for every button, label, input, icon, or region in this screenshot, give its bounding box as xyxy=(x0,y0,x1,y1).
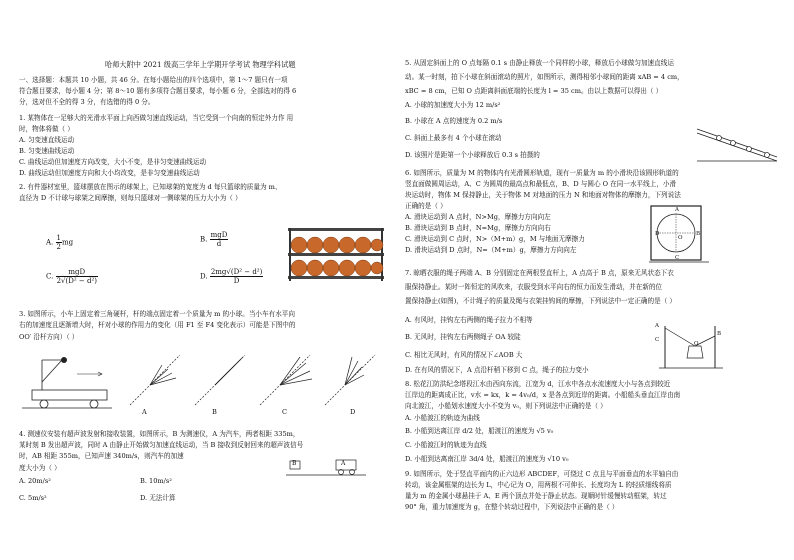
q2-option-d: D. $\frac{\text{2mg√(D² − d²)}}{D}$ xyxy=(200,268,263,285)
q3-line3: OO′ 沿杆方向）（ ） xyxy=(19,333,79,341)
q6-option-c: C. 滑块运动到 C 点时，N>（M+m）g，M 与地面无摩擦力 xyxy=(405,235,585,243)
q5-line3: xBC = 8 cm，已知 O 点距离斜面底端的长度为 l = 35 cm。由以上数据可以得出（ ） xyxy=(405,87,663,95)
q5-option-d: D. 该照片是距第一个小球释放后 0.3 s 拍摄的 xyxy=(405,151,540,159)
q4-option-c: C. 5m/s² xyxy=(19,494,47,502)
cart-figure xyxy=(22,352,112,412)
q6-line3: 块运动时，物体 M 保持静止，关于物体 M 对地面的压力 N 和地面对物体的摩擦力，下列说法 xyxy=(405,191,681,199)
q6-fig-label-a: A xyxy=(675,207,679,213)
fig-label-b: B xyxy=(292,460,297,467)
clothesline-figure xyxy=(659,322,723,372)
q7-line2: 服保持静止。某时一阵恒定的风吹来，衣服受到水平向右的恒力而发生滑动，并在新的位 xyxy=(405,283,663,291)
q4-line1: 4. 测速仪安装有超声波发射和接收装置，如图所示，B 为测速仪，A 为汽车，两者相距 335m， xyxy=(19,430,300,438)
q6-line4: 正确的是（ ） xyxy=(405,202,447,210)
q4-option-a: A. 20m/s² xyxy=(19,477,51,485)
q3-label-c: C xyxy=(282,408,288,416)
q8-option-d: D. 小船到达离南江岸 3d/4 处，船渡江的速度为 √10 v₀ xyxy=(405,455,569,463)
q7-option-c: C. 相比无风时，有风的情况下∠AOB 大 xyxy=(405,351,523,359)
q6-fig-label-b: B xyxy=(696,231,701,237)
fig-label-a: A xyxy=(341,460,346,467)
q9-line4: 90° 角，重力加速度为 g，在整个转动过程中，下列说法中正确的是（ ） xyxy=(405,503,619,511)
q3-line2: 右的加速度且逐渐增大时，杆对小球的作用力的变化（用 F1 至 F4 变化表示）可能是下图中的 xyxy=(19,321,296,329)
q6-option-b: B. 滑块运动到 B 点时，N=Mg，摩擦力方向向右 xyxy=(405,224,551,232)
incline-figure xyxy=(697,125,777,165)
q8-line1: 8. 松花江防洪纪念塔段江水由西向东流，江宽为 d，江水中各点水流速度大小与各点到较近 xyxy=(405,380,671,388)
q6-fig-label-o: O xyxy=(678,235,683,241)
q1-option-a: A. 匀变速直线运动 xyxy=(19,136,75,144)
q4-line3: 时，AB 相距 355m，已知声速 340m/s，则汽车的加速 xyxy=(19,452,184,460)
q5-option-a: A. 小球的加速度大小为 12 m/s² xyxy=(405,101,501,109)
q9-line1: 9. 如图所示，处于竖直平面内的正六边形 ABCDEF，可绕过 C 点且与平面垂直的水平轴自由 xyxy=(405,470,679,478)
q5-line1: 5. 从固定斜面上的 O 点每隔 0.1 s 由静止释放一个同样的小球，释放后小球做匀加速直线运 xyxy=(405,59,674,67)
q6-fig-label-d: D xyxy=(655,231,660,237)
q8-option-b: B. 小船到达离江岸 d/2 处，船渡江的速度为 √5 v₀ xyxy=(405,427,554,435)
q7-option-b: B. 无风时，挂钩左右两侧绳子 OA 较陡 xyxy=(405,333,521,341)
section1-line2: 符合题目要求，每小题 4 分；第 8～10 题有多项符合题目要求，每小题 6 分，全部选对的得 6 xyxy=(19,87,297,95)
q7-line1: 7. 晾晒衣服的绳子两端 A、B 分别固定在两根竖直杆上，A 点高于 B 点，原来无风状态下衣 xyxy=(405,269,674,277)
q6-line2: 竖直面做圆周运动，A、C 为圆周的最高点和最低点，B、D 与圆心 O 在同一水平线上，小滑 xyxy=(405,180,677,188)
q4-option-d: D. 无法计算 xyxy=(140,494,176,502)
right-column xyxy=(397,0,794,560)
q5-line2: 动。某一时刻，拍下小球在斜面滚动的照片，如图所示，测得相邻小球间的距离 xAB = 4 cm， xyxy=(405,73,684,81)
q3-label-d: D xyxy=(350,408,356,416)
q4-option-b: B. 10m/s² xyxy=(140,477,172,485)
q2-line2: 直径为 D 不计球与球架之间摩擦，则每只篮球对一侧球架的压力大小为（ ） xyxy=(19,194,242,202)
q1-option-b: B. 匀变速曲线运动 xyxy=(19,147,75,155)
q2-option-c: C. $\frac{\text{mgD}}{\text{2√(D² − d²)}}$ xyxy=(46,268,97,285)
q3-label-b: B xyxy=(212,408,217,416)
speed-detector-figure xyxy=(286,455,366,485)
q8-option-a: A. 小船渡江的轨迹为曲线 xyxy=(405,414,480,422)
q1-line1: 1. 某物体在一足够大的光滑水平面上向西做匀速直线运动，当它受到一个向南的恒定外力作 用 xyxy=(19,114,294,122)
q3-line1: 3. 如图所示，小车上固定着三角硬杆，杆的端点固定着一个质量为 m 的小球。当小车有水平向 xyxy=(19,310,295,318)
exam-title: 哈师大附中 2021 级高三学年上学期开学考试 物理学科试题 xyxy=(105,60,296,69)
q7-fig-label-a: A xyxy=(655,323,659,329)
q6-fig-label-c: C xyxy=(675,255,680,261)
q4-line2: 某时刻 B 发出超声波，同时 A 由静止开始做匀加速直线运动，当 B 接收到反射回来的超声波信号 xyxy=(19,441,304,449)
q4-line4: 度大小为（ ） xyxy=(19,464,61,472)
q6-option-d: D. 滑块运动到 D 点时，N=（M+m）g，摩擦力方向向左 xyxy=(405,246,577,254)
q3-label-a: A xyxy=(142,408,147,416)
q9-line3: 量为 m 的金属小球悬挂于 A、E 两个顶点并处于静止状态。现顺时针缓慢转动框架，转过 xyxy=(405,492,667,500)
q9-line2: 转动，该金属框架的边长为 L，中心记为 O，用两根不可伸长、长度均为 L 的轻质细线将质 xyxy=(405,481,672,489)
q1-line2: 时，物体将做（ ） xyxy=(19,125,74,133)
q7-fig-label-c: C xyxy=(655,337,660,343)
q7-fig-label-b: B xyxy=(717,331,722,337)
q1-option-d: D. 曲线运动但加速度方向和大小均改变，是非匀变速曲线运动 xyxy=(19,169,200,177)
basketball-rack-figure xyxy=(286,226,386,281)
q8-option-c: C. 小船渡江时的轨迹为直线 xyxy=(405,441,487,449)
q7-fig-label-o: O xyxy=(694,341,699,347)
q2-line1: 2. 有件器材室里，篮球摆放在图示的球架上，已知球架的宽度为 d 每只篮球的质量为 m、 xyxy=(19,183,282,191)
q5-option-c: C. 斜面上最多有 4 个小球在滚动 xyxy=(405,134,502,142)
q8-line3: 向北渡江，小船划水速度大小不变为 v₀，则下列说法中正确的是（ ） xyxy=(405,402,607,410)
q2-option-a: A. $\frac{1}{2}$ mg xyxy=(46,234,74,251)
q7-option-a: A. 有风时，挂钩左右两侧的绳子拉力不相等 xyxy=(405,316,533,324)
q2-option-b: B. $\frac{\text{mgD}}{d}$ xyxy=(200,231,228,248)
section1-line1: 一、选择题：本题共 10 小题，共 46 分。在每小题给出的四个选项中，第 1～7 题只有一项 xyxy=(19,76,288,84)
section1-line3: 分，选对但不全的得 3 分，有选错的得 0 分。 xyxy=(19,98,155,106)
q1-option-c: C. 曲线运动但加速度方向改变，大小不变，是非匀变速曲线运动 xyxy=(19,158,207,166)
q8-line2: 江岸边的距离成正比，v水 = kx，k = 4v₀/d，x 是各点到近岸的距离。小船船头垂直江岸由南 xyxy=(405,391,681,399)
q7-option-d: D. 在有风的情况下，A 点沿杆稍下移到 C 点，绳子的拉力变小 xyxy=(405,366,589,374)
q5-option-b: B. 小球在 A 点的速度为 0.2 m/s xyxy=(405,117,503,125)
q6-line1: 6. 如图所示，质量为 M 的物体内有光滑圆形轨道，现有一质量为 m 的小滑块沿该圆形轨道的 xyxy=(405,169,679,177)
q7-line3: 置保持静止(如图)，不计绳子的质量及绳与衣架挂钩间的摩擦，下列说法中一定正确的是（ ） xyxy=(405,297,676,305)
q6-option-a: A. 滑块运动到 A 点时，N>Mg，摩擦力方向向左 xyxy=(405,213,551,221)
